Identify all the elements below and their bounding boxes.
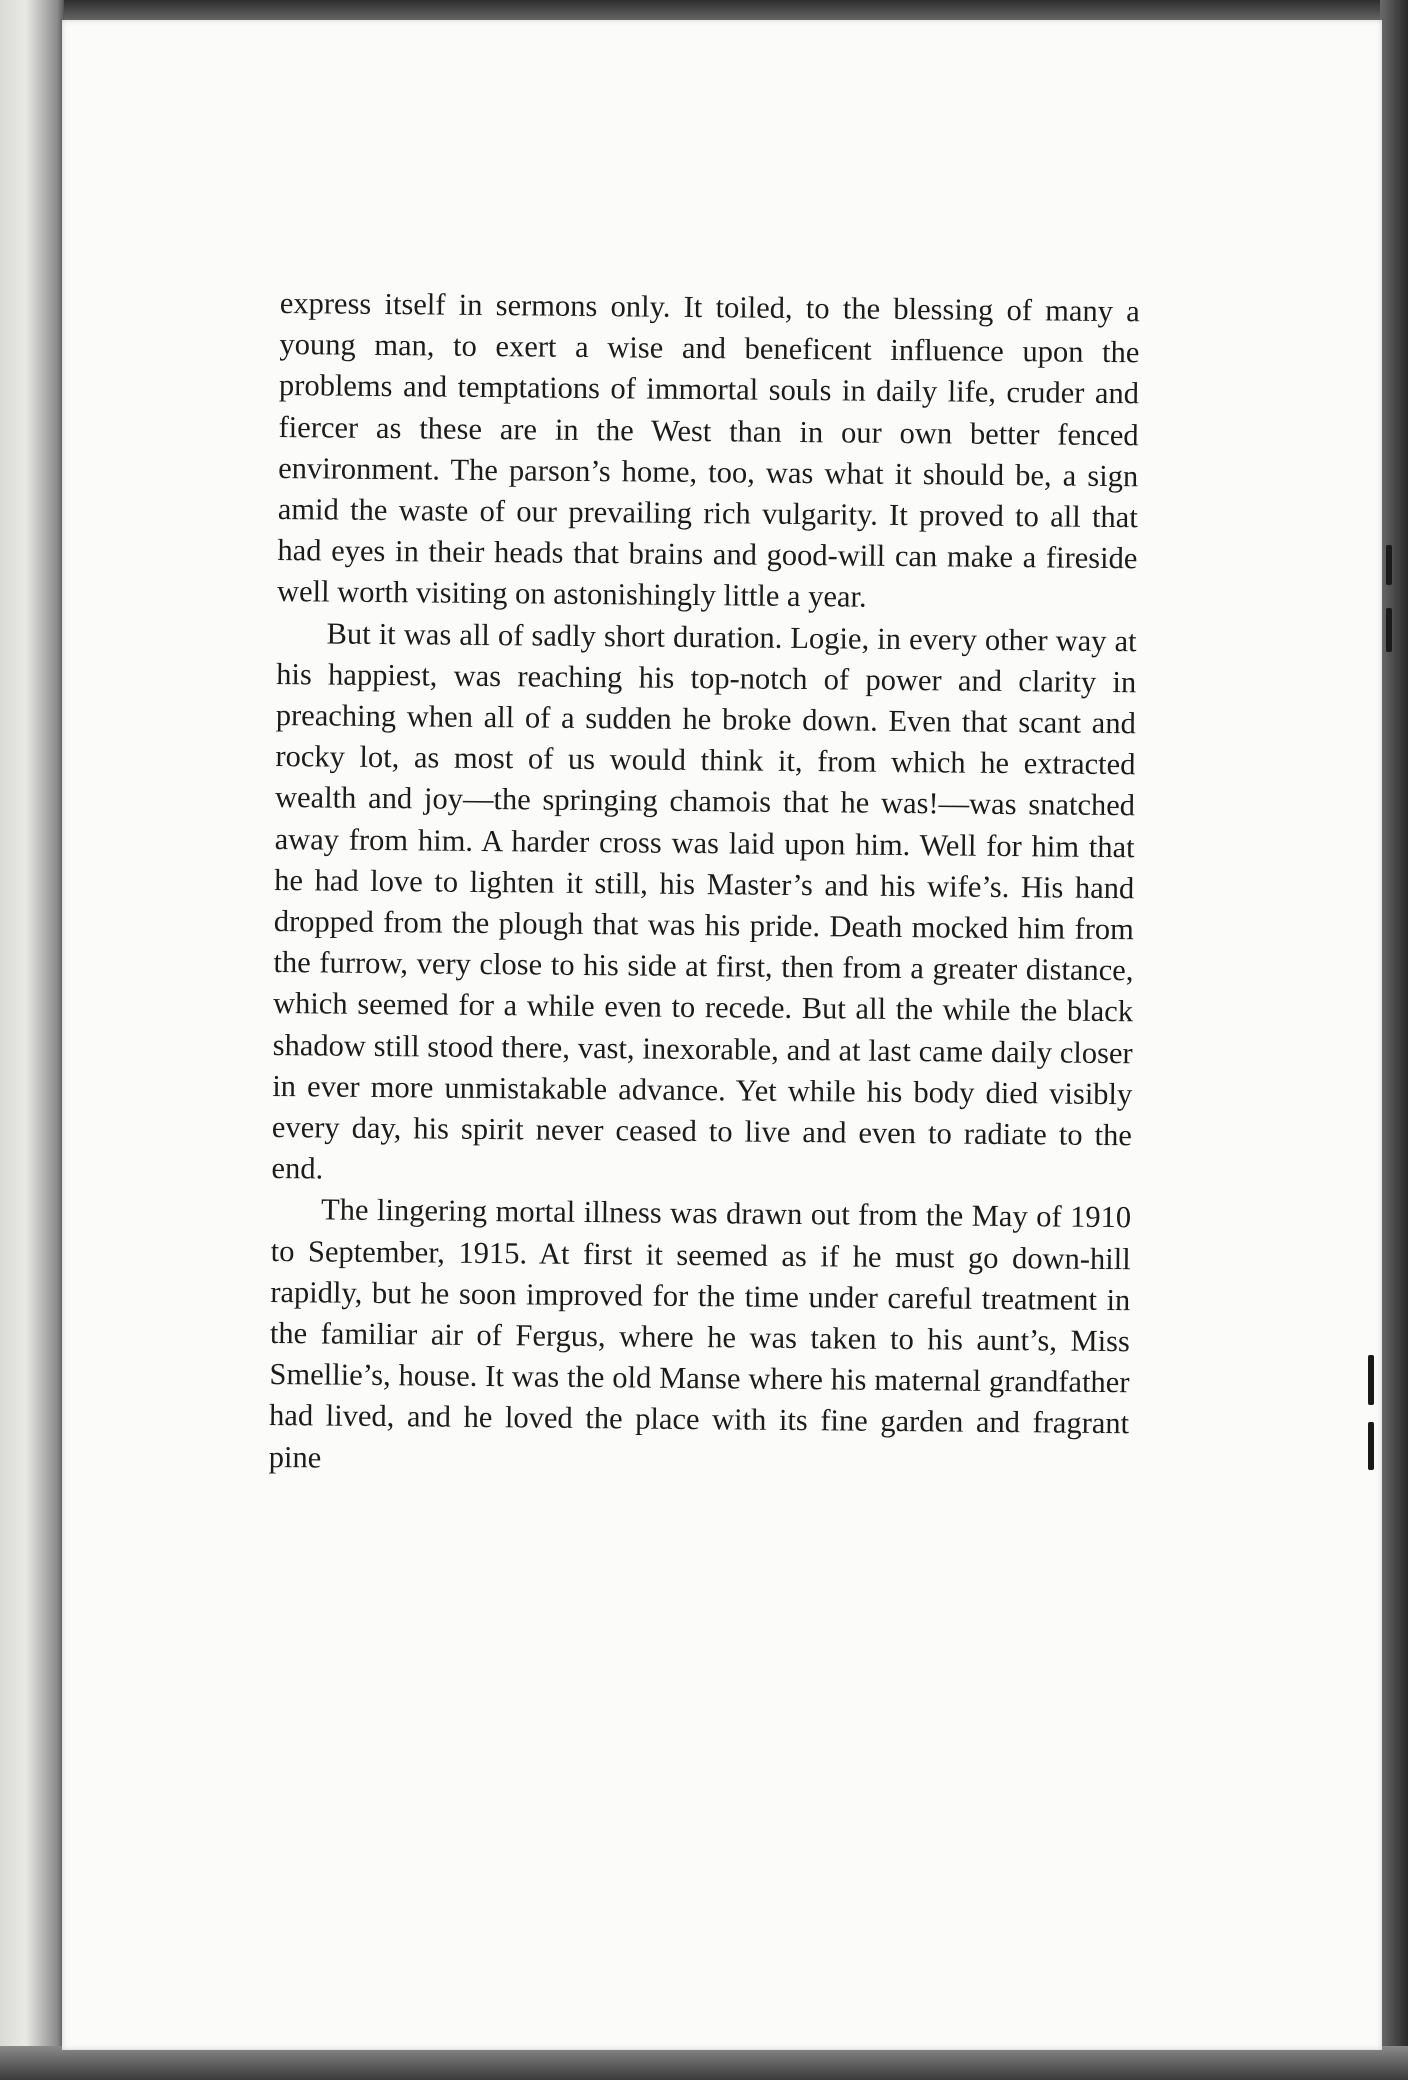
paragraph: But it was all of sadly short duration. Logie, in every other way at his happiest, was reaching his top-notch of power and clarity in preaching when all of a sudden he broke down. Even that scant and rocky lot, as most of us would think it, from which he extracted wealth and joy—the springing chamois that he was!—was snatched away from him. A harder cross was laid upon him. Well for him that he had love to lighten it still, his Master’s and his wife’s. His hand dropped from the plough that was his pride. Death mocked him from the furrow, very close to his side at first, then from a greater distance, which seemed for a while even to recede. But all the while the black shadow still stood there, vast, inexorable, and at last came daily closer in ever more unmistakable advance. Yet while his body died visibly every day, his spirit never ceased to live and even to radiate to the end. [271,616,1137,1186]
scan-right-edge [1380,0,1408,2080]
page-body-text [269,283,1140,1486]
margin-mark [1386,608,1392,652]
margin-mark [1368,1422,1374,1470]
scan-top-edge [0,0,1408,22]
margin-mark [1368,1355,1374,1405]
scan-bottom-edge [0,2046,1408,2080]
margin-mark [1386,545,1392,585]
scan-left-edge [0,0,64,2080]
paragraph: express itself in sermons only. It toiled, to the blessing of many a young man, to exert a wise and beneficent influence upon the problems and temptations of immortal souls in daily life, cruder and fiercer as these are in the West than in our own better fenced environment. The parson’s home, too, was what it should be, a sign amid the waste of our prevailing rich vulgarity. It proved to all that had eyes in their heads that brains and good-will can make a fireside well worth visiting on astonishingly little a year. [276,285,1140,615]
paragraph: The lingering mortal illness was drawn out from the May of 1910 to September, 1915. At first it seemed as if he must go down-hill rapidly, but he soon improved for the time under careful treatment in the familiar air of Fergus, where he was taken to his aunt’s, Miss Smellie’s, house. It was the old Manse where his maternal grandfather had lived, and he loved the place with its fine garden and fragrant pine [268,1192,1132,1475]
